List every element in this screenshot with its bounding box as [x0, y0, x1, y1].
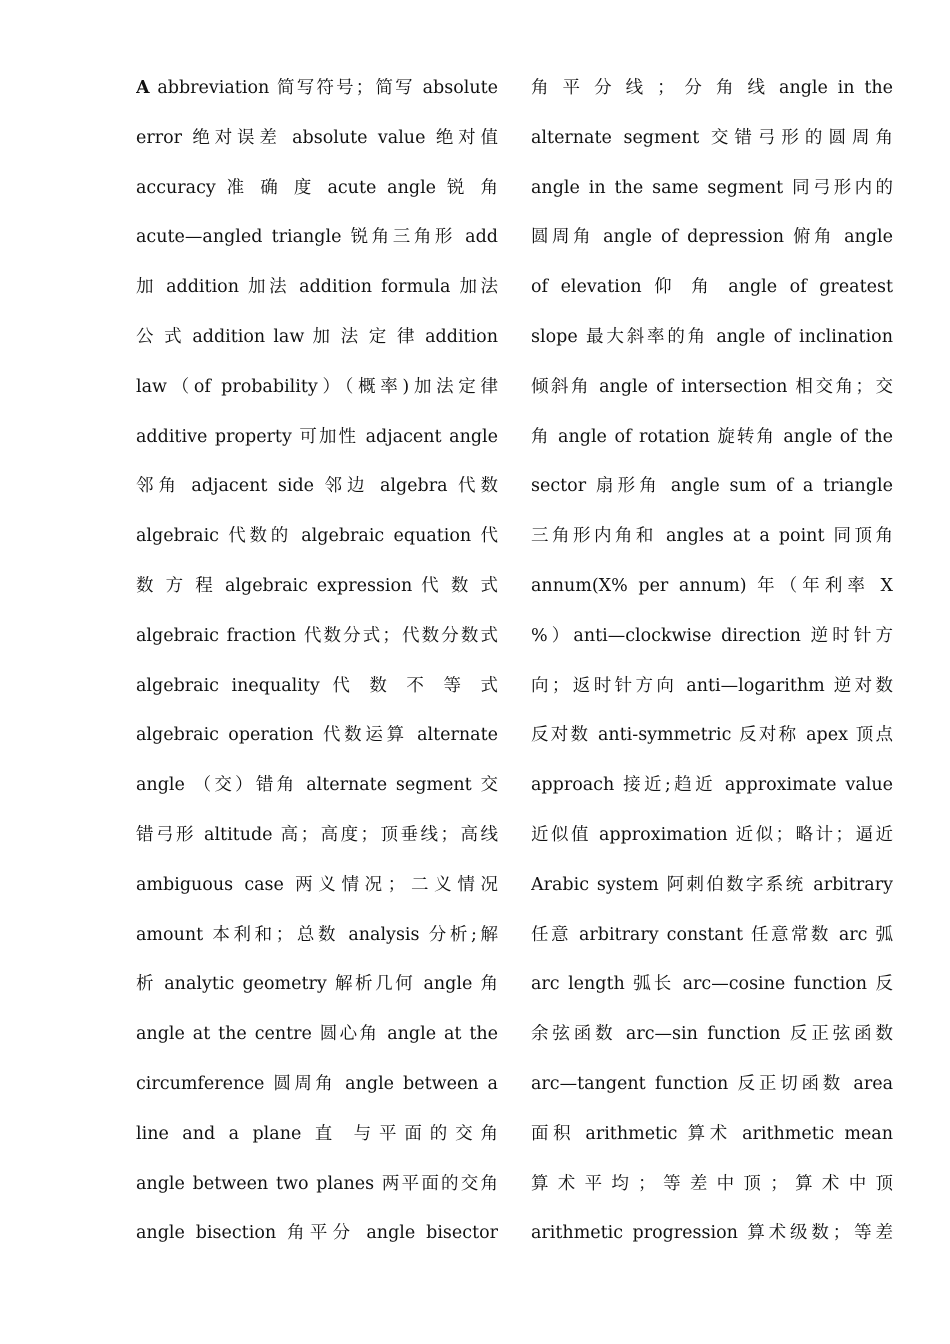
text-line: %）anti—clockwise direction 逆时针方	[531, 625, 893, 646]
text-line: 面积 arithmetic 算术 arithmetic mean	[531, 1123, 893, 1144]
text-line: law（of probability）（概率)加法定律	[136, 376, 498, 397]
text-line: accuracy 准 确 度 acute angle 锐 角	[136, 177, 498, 198]
text-line: additive property 可加性 adjacent angle	[136, 426, 498, 447]
text-line: 三角形内角和 angles at a point 同顶角	[531, 526, 893, 547]
text-line: 角 angle of rotation 旋转角 angle of the	[531, 426, 893, 447]
text-line: 向；返时针方向 anti—logarithm 逆对数	[531, 675, 893, 696]
text-line: amount 本利和；总数 analysis 分析;解	[136, 924, 498, 945]
text-line: annum(X% per annum) 年（年利率 X	[531, 575, 893, 596]
text-line: algebraic operation 代数运算 alternate	[136, 725, 498, 746]
text-line: angle bisection 角平分 angle bisector	[136, 1223, 498, 1244]
text-line: 近似值 approximation 近似；略计；逼近	[531, 824, 893, 845]
text-line: 加 addition 加法 addition formula 加法	[136, 277, 498, 298]
text-line: 邻角 adjacent side 邻边 algebra 代数	[136, 476, 498, 497]
line-text: abbreviation 简写符号；简写 absolute	[149, 78, 498, 98]
text-line: arc length 弧长 arc—cosine function 反	[531, 974, 893, 995]
text-line: slope 最大斜率的角 angle of inclination	[531, 326, 893, 347]
section-initial-letter: A	[136, 78, 150, 98]
text-line	[136, 64, 498, 114]
text-line: alternate segment 交错弓形的圆周角	[531, 127, 893, 148]
text-line: angle at the centre 圆心角 angle at the	[136, 1024, 498, 1045]
text-line: 角 平 分 线 ； 分 角 线 angle in the	[531, 78, 893, 98]
text-line: algebraic fraction 代数分式；代数分数式	[136, 625, 498, 646]
text-line: angle （交）错角 alternate segment 交	[136, 775, 498, 796]
right-column	[531, 64, 893, 1259]
text-line: approach 接近;趋近 approximate value	[531, 775, 893, 796]
text-line: arithmetic progression 算术级数；等差	[531, 1223, 893, 1244]
text-line: sector 扇形角 angle sum of a triangle	[531, 476, 893, 497]
text-line: 公 式 addition law 加 法 定 律 addition	[136, 326, 498, 347]
text-line: 错弓形 altitude 高；高度；顶垂线；高线	[136, 824, 498, 845]
text-line: 圆周角 angle of depression 俯角 angle	[531, 227, 893, 248]
text-line: 余弦函数 arc—sin function 反正弦函数	[531, 1024, 893, 1045]
text-line: algebraic inequality 代 数 不 等 式	[136, 675, 498, 696]
text-line: 反对数 anti-symmetric 反对称 apex 顶点	[531, 725, 893, 746]
text-line: of elevation 仰 角 angle of greatest	[531, 277, 893, 298]
left-column	[136, 64, 498, 1259]
text-line: circumference 圆周角 angle between a	[136, 1073, 498, 1094]
text-line: angle in the same segment 同弓形内的	[531, 177, 893, 198]
text-line: arc—tangent function 反正切函数 area	[531, 1073, 893, 1094]
text-line: acute—angled triangle 锐角三角形 add	[136, 227, 498, 248]
text-line: angle between two planes 两平面的交角	[136, 1173, 498, 1194]
text-line: 数 方 程 algebraic expression 代 数 式	[136, 575, 498, 596]
text-line: 析 analytic geometry 解析几何 angle 角	[136, 974, 498, 995]
text-line: algebraic 代数的 algebraic equation 代	[136, 526, 498, 547]
text-line: 算 术 平 均 ； 等 差 中 顶 ； 算 术 中 顶	[531, 1173, 893, 1194]
text-line: Arabic system 阿刺伯数字系统 arbitrary	[531, 874, 893, 895]
text-line: 任意 arbitrary constant 任意常数 arc 弧	[531, 924, 893, 945]
text-line: 倾斜角 angle of intersection 相交角；交	[531, 376, 893, 397]
text-line: ambiguous case 两义情况；二义情况	[136, 874, 498, 895]
text-line: line and a plane 直 与平面的交角	[136, 1123, 498, 1144]
text-line: error 绝对误差 absolute value 绝对值	[136, 127, 498, 148]
